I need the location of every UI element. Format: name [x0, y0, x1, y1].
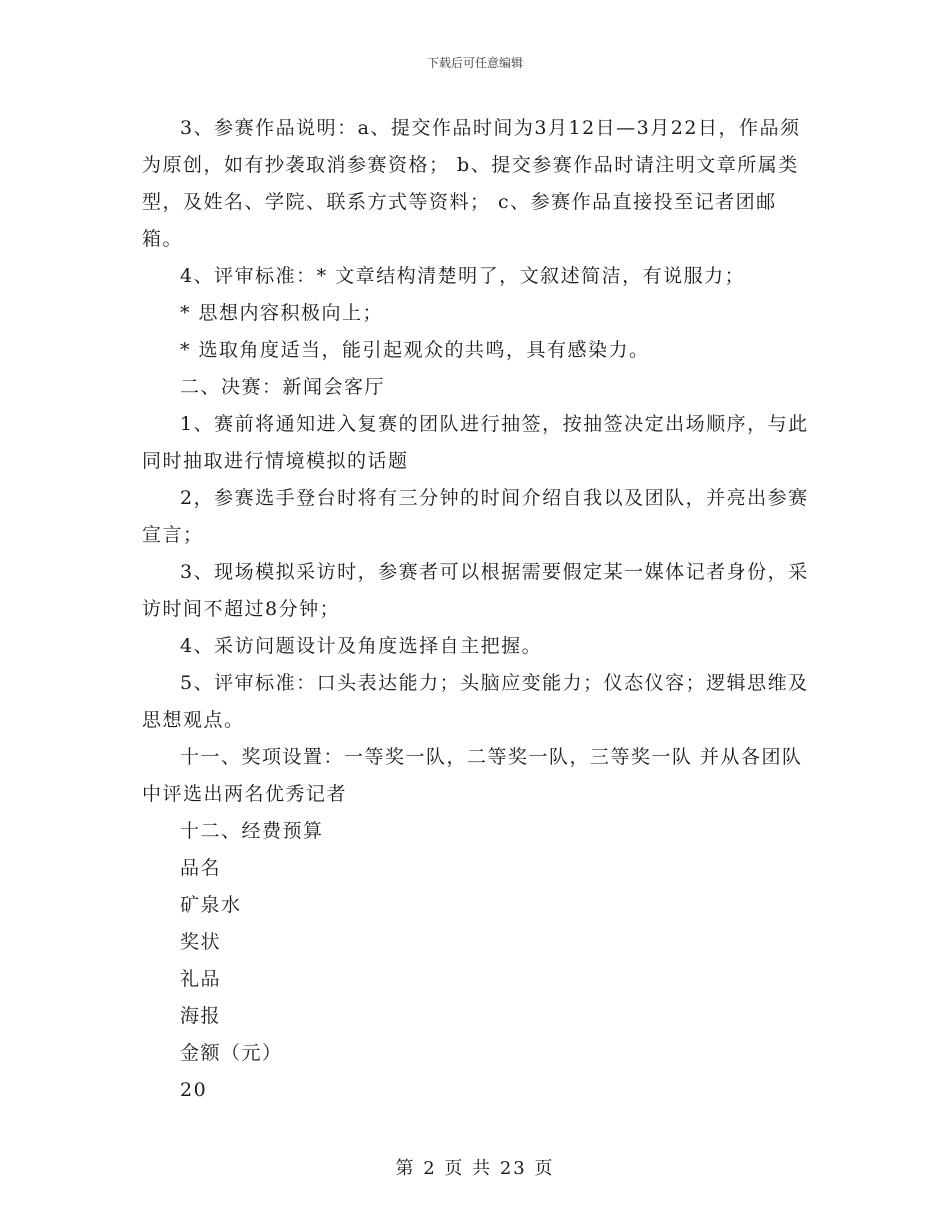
page-footer: 第 2 页 共 23 页 — [395, 1158, 555, 1179]
paragraph-final-criteria: 5、评审标准：口头表达能力；头脑应变能力；仪态仪容；逻辑思维及思想观点。 — [142, 672, 809, 731]
budget-item-poster: 海报 — [180, 1005, 222, 1027]
paragraph-criteria-content: * 思想内容积极向上； — [180, 302, 384, 324]
paragraph-final-draw: 1、赛前将通知进入复赛的团队进行抽签，按抽签决定出场顺序，与此同时抽取进行情境模拟的话题 — [142, 413, 809, 472]
paragraph-awards: 十一、奖项设置：一等奖一队，二等奖一队，三等奖一队 并从各团队中评选出两名优秀记者 — [142, 746, 803, 805]
paragraph-final-questions: 4、采访问题设计及角度选择自主把握。 — [180, 635, 543, 657]
paragraph-criteria-angle: * 选取角度适当，能引起观众的共鸣，具有感染力。 — [180, 339, 650, 361]
section-heading-budget: 十二、经费预算 — [180, 820, 324, 842]
budget-amount-value: 20 — [180, 1079, 208, 1101]
budget-item-gift: 礼品 — [180, 968, 222, 990]
document-body — [142, 110, 812, 1109]
paragraph-judging-criteria: 4、评审标准：* 文章结构清楚明了，文叙述简洁，有说服力； — [180, 265, 746, 287]
budget-amount-header: 金额（元） — [180, 1042, 283, 1064]
section-heading-final: 二、决赛：新闻会客厅 — [180, 376, 386, 398]
paragraph-final-interview: 3、现场模拟采访时，参赛者可以根据需要假定某一媒体记者身份，采访时间不超过8分钟； — [142, 561, 809, 620]
page-header: 下载后可任意编辑 — [426, 56, 523, 70]
budget-item-water: 矿泉水 — [180, 894, 242, 916]
budget-item-header: 品名 — [180, 857, 222, 879]
budget-item-certificate: 奖状 — [180, 931, 222, 953]
paragraph-submission-rules: 3、参赛作品说明：a、提交作品时间为3月12日—3月22日，作品须为原创，如有抄袭取消参赛资格； b、提交参赛作品时请注明文章所属类型，及姓名、学院、联系方式等资料； c、参赛作品直接投至记者团邮箱。 — [142, 117, 801, 250]
paragraph-final-intro: 2，参赛选手登台时将有三分钟的时间介绍自我以及团队，并亮出参赛宣言； — [142, 487, 809, 546]
